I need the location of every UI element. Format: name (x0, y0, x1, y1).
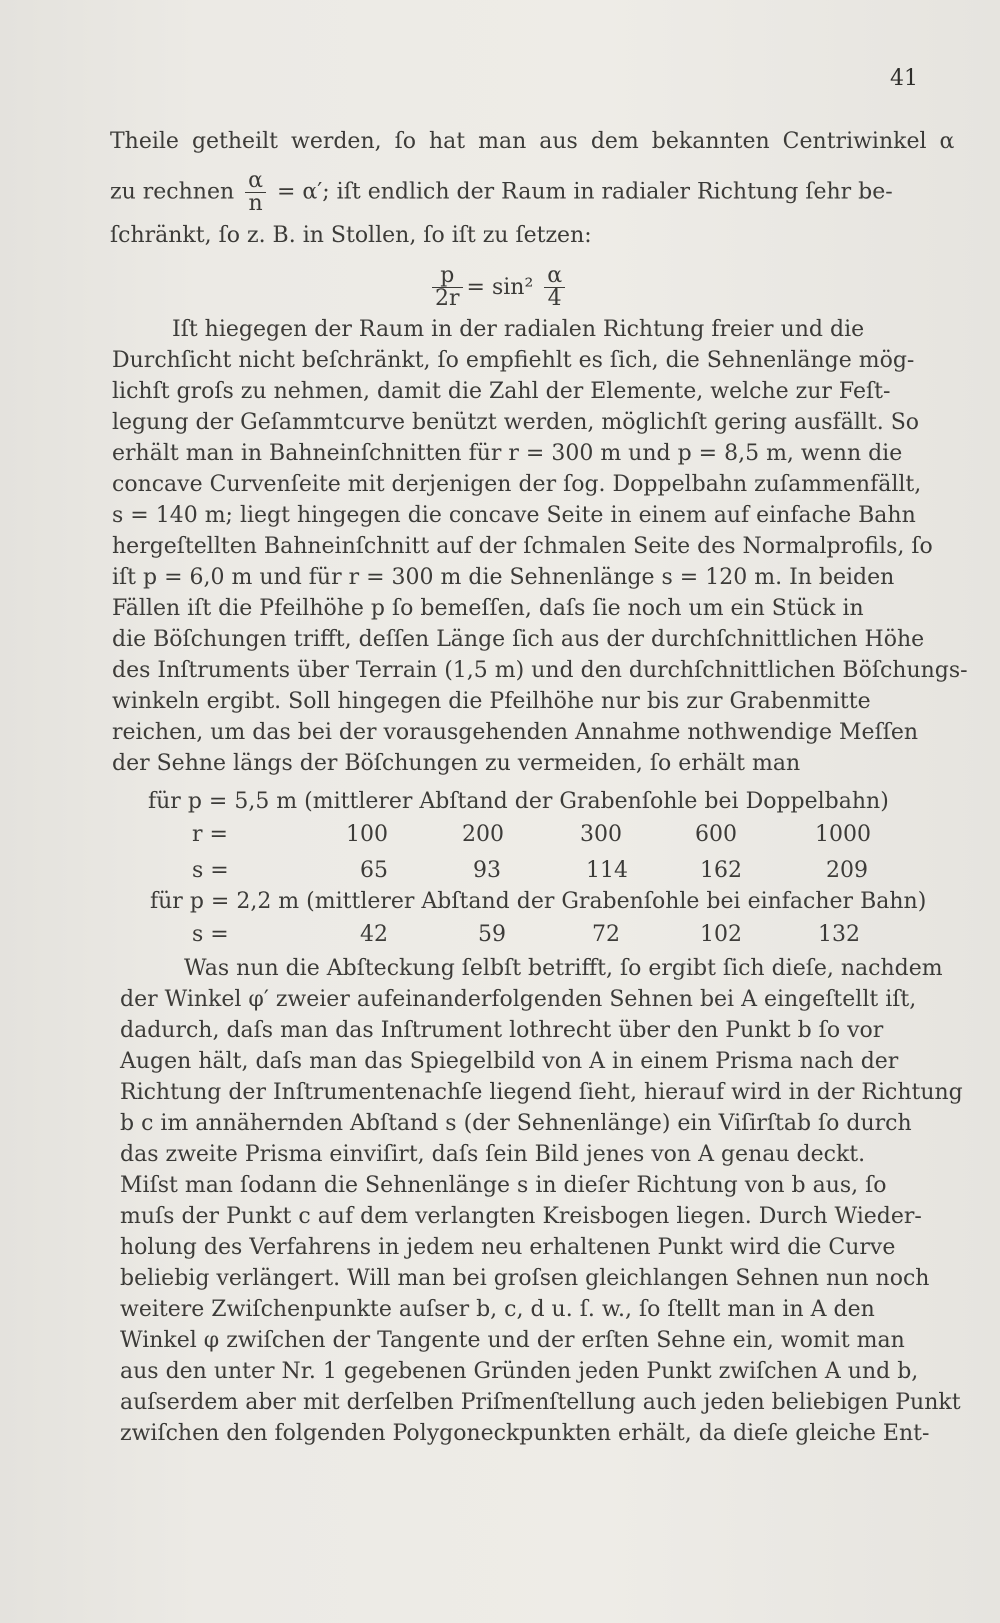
text-line: Fällen iſt die Pfeilhöhe p ſo bemeſſen, daſs ſie noch um ein Stück in (112, 596, 864, 621)
text-line: weitere Zwiſchenpunkte auſser b, c, d u. ſ. w., ſo ſtellt man in A den (120, 1297, 875, 1322)
table-cell: 59 (478, 922, 506, 947)
table-cell: 65 (360, 858, 388, 883)
text-line: winkeln ergibt. Soll hingegen die Pfeilhöhe nur bis zur Grabenmitte (112, 689, 871, 714)
fraction (245, 170, 266, 215)
table-cell: 114 (586, 858, 628, 883)
text-line: Winkel φ zwiſchen der Tangente und der erſten Sehne ein, womit man (120, 1328, 905, 1353)
table-cell: 72 (592, 922, 620, 947)
text-line: concave Curvenſeite mit derjenigen der ſog. Doppelbahn zuſammenfällt, (112, 472, 922, 497)
table-cell: 100 (346, 822, 388, 847)
table-heading: für p = 5,5 m (mittlerer Abſtand der Grabenſohle bei Doppelbahn) (148, 789, 889, 814)
text-line: s = 140 m; liegt hingegen die concave Seite in einem auf einfache Bahn (112, 503, 916, 528)
fraction (544, 265, 565, 310)
text-line: Richtung der Inſtrumentenachſe liegend ſieht, hierauf wird in der Richtung (120, 1080, 963, 1105)
text-line: muſs der Punkt c auf dem verlangten Kreisbogen liegen. Durch Wieder- (120, 1204, 922, 1229)
table-row (0, 922, 1000, 952)
text-line-with-fraction (110, 170, 893, 215)
table-cell: 1000 (815, 822, 871, 847)
table-row-label: r = (192, 822, 228, 847)
table-cell: 102 (700, 922, 742, 947)
table-row-label: s = (192, 858, 229, 883)
fraction-denominator: n (248, 191, 263, 216)
text-line: iſt p = 6,0 m und für r = 300 m die Sehnenlänge s = 120 m. In beiden (112, 565, 895, 590)
text-line: Iſt hiegegen der Raum in der radialen Richtung freier und die (172, 317, 865, 342)
text-line: holung des Verfahrens in jedem neu erhaltenen Punkt wird die Curve (120, 1235, 896, 1260)
table-row (0, 822, 1000, 852)
text-segment: = α′; iſt endlich der Raum in radialer Richtung ſehr be- (277, 179, 893, 205)
fraction-numerator: α (544, 265, 565, 288)
table-cell: 300 (580, 822, 622, 847)
text-line: des Inſtruments über Terrain (1,5 m) und den durchſchnittlichen Böſchungs- (112, 658, 968, 683)
table-row-label: s = (192, 922, 229, 947)
fraction-denominator: 4 (547, 286, 562, 311)
table-cell: 209 (826, 858, 868, 883)
text-line: auſserdem aber mit derſelben Priſmenſtellung auch jeden beliebigen Punkt (120, 1390, 961, 1415)
table-heading: für p = 2,2 m (mittlerer Abſtand der Grabenſohle bei einfacher Bahn) (150, 889, 927, 914)
text-line: b c im annähernden Abſtand s (der Sehnenlänge) ein Viſirſtab ſo durch (120, 1111, 912, 1136)
text-line: Miſst man ſodann die Sehnenlänge s in dieſer Richtung von b aus, ſo (120, 1173, 887, 1198)
formula (428, 265, 569, 310)
text-line: erhält man in Bahneinſchnitten für r = 300 m und p = 8,5 m, wenn die (112, 441, 903, 466)
fraction-denominator: 2r (435, 286, 460, 311)
text-line: der Winkel φ′ zweier aufeinanderfolgenden Sehnen bei A eingeſtellt iſt, (120, 987, 917, 1012)
table-cell: 162 (700, 858, 742, 883)
text-line: Durchſicht nicht beſchränkt, ſo empfiehlt es ſich, die Sehnenlänge mög- (112, 348, 915, 373)
text-line: ſchränkt, ſo z. B. in Stollen, ſo iſt zu ſetzen: (110, 223, 592, 248)
text-line: Augen hält, daſs man das Spiegelbild von A in einem Prisma nach der (120, 1049, 899, 1074)
text-line: die Böſchungen trifft, deſſen Länge ſich aus der durchſchnittlichen Höhe (112, 627, 925, 652)
table-cell: 600 (695, 822, 737, 847)
text-line: lichſt groſs zu nehmen, damit die Zahl der Elemente, welche zur Feſt- (112, 379, 891, 404)
fraction (432, 265, 463, 310)
text-line: beliebig verlängert. Will man bei groſsen gleichlangen Sehnen nun noch (120, 1266, 930, 1291)
table-cell: 93 (473, 858, 501, 883)
table-cell: 132 (818, 922, 860, 947)
formula-operator: = sin² (466, 275, 541, 300)
text-line: zwiſchen den folgenden Polygoneckpunkten erhält, da dieſe gleiche Ent- (120, 1421, 930, 1446)
fraction-numerator: p (432, 265, 463, 288)
text-line: der Sehne längs der Böſchungen zu vermeiden, ſo erhält man (112, 751, 801, 776)
table-cell: 200 (462, 822, 504, 847)
text-line: reichen, um das bei der vorausgehenden Annahme nothwendige Meſſen (112, 720, 919, 745)
text-line: Theile getheilt werden, ſo hat man aus dem bekannten Centriwinkel α (110, 129, 955, 154)
table-cell: 42 (360, 922, 388, 947)
text-line: Was nun die Abſteckung ſelbſt betrifft, ſo ergibt ſich dieſe, nachdem (184, 956, 943, 981)
fraction-numerator: α (245, 170, 266, 193)
text-segment: zu rechnen (110, 179, 235, 205)
table-row (0, 858, 1000, 888)
page-number: 41 (890, 66, 918, 91)
text-line: das zweite Prisma einviſirt, daſs ſein Bild jenes von A genau deckt. (120, 1142, 866, 1167)
text-line: aus den unter Nr. 1 gegebenen Gründen jeden Punkt zwiſchen A und b, (120, 1359, 919, 1384)
text-line: dadurch, daſs man das Inſtrument lothrecht über den Punkt b ſo vor (120, 1018, 884, 1043)
text-line: hergeſtellten Bahneinſchnitt auf der ſchmalen Seite des Normalprofils, ſo (112, 534, 933, 559)
text-line: legung der Geſammtcurve benützt werden, möglichſt gering ausfällt. So (112, 410, 920, 435)
